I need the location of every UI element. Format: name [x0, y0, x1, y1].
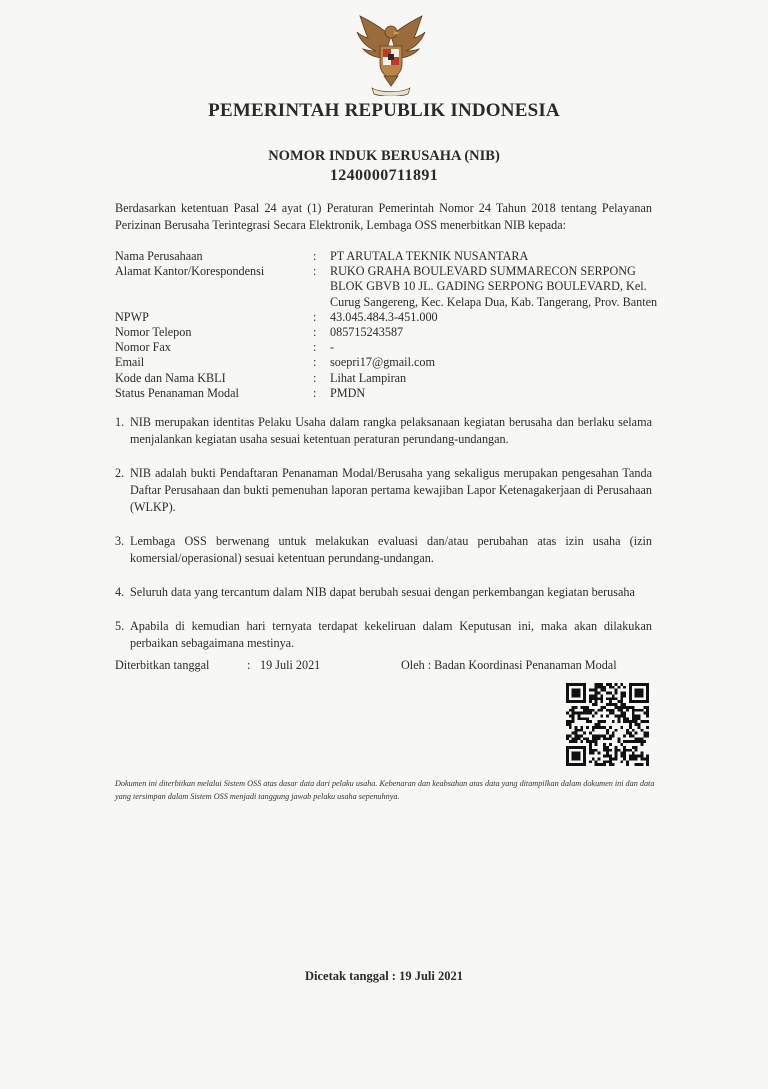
field-value: PMDN: [330, 385, 366, 400]
provisions-list: [115, 414, 652, 669]
government-title: PEMERINTAH REPUBLIK INDONESIA: [208, 100, 560, 121]
field-value: 085715243587: [330, 325, 404, 340]
list-item-text: Apabila di kemudian hari ternyata terdapat kekeliruan dalam Keputusan ini, maka akan dilakukan perbaikan sebagaimana mestinya.: [130, 619, 652, 650]
list-item-text: Lembaga OSS berwenang untuk melakukan evaluasi dan/atau perubahan atas izin usaha (izin komersial/operasional) sesuai ketentuan perundang-undangan.: [130, 534, 652, 565]
field-value: -: [330, 340, 335, 355]
field-value: RUKO GRAHA BOULEVARD SUMMARECON SERPONG BLOK GBVB 10 JL. GADING SERPONG BOULEVARD, Kel. Curug Sangereng, Kec. Kelapa Dua, Kab. Tangerang, Prov. Banten: [330, 264, 658, 309]
issued-date-value: 19 Juli 2021: [260, 658, 321, 672]
field-colon: :: [313, 264, 317, 279]
qr-code-icon: [566, 683, 649, 766]
field-colon: :: [313, 309, 317, 324]
field-colon: :: [313, 370, 317, 385]
field-colon: :: [313, 249, 317, 263]
nib-heading: NOMOR INDUK BERUSAHA (NIB): [268, 148, 500, 164]
list-item-text: NIB adalah bukti Pendaftaran Penanaman Modal/Berusaha yang sekaligus merupakan pengesahan Tanda Daftar Perusahaan dan bukti pemenuhan laporan pertama kewajiban Lapor Ketenagakerjaan di Perusahaan (WLKP).: [130, 466, 652, 514]
field-label: Email: [115, 355, 145, 370]
list-item-number: 5.: [115, 619, 125, 633]
list-item-number: 2.: [115, 466, 125, 480]
footnote-disclaimer: Dokumen ini diterbitkan melalui Sistem OSS atas dasar data dari pelaku usaha. Kebenaran dan keabsahan atas data yang ditampilkan dalam dokumen ini dan data yang tersimpan dalam Sistem OSS menjadi tanggung jawab pelaku usaha sepenuhnya.: [115, 779, 655, 801]
list-item-text: Seluruh data yang tercantum dalam NIB dapat berubah sesuai dengan perkembangan kegiatan berusaha: [130, 585, 635, 599]
field-colon: :: [313, 355, 317, 370]
field-row-investment-status: [115, 386, 660, 401]
company-fields: [115, 249, 660, 401]
field-label: Nama Perusahaan: [115, 249, 203, 263]
field-value: Lihat Lampiran: [330, 370, 407, 385]
field-label: Nomor Fax: [115, 340, 171, 355]
field-label: Kode dan Nama KBLI: [115, 370, 226, 385]
issued-date-colon: :: [247, 658, 251, 672]
list-item: [115, 465, 652, 516]
field-colon: :: [313, 340, 317, 355]
list-item: [115, 533, 652, 567]
field-value: 43.045.484.3-451.000: [330, 309, 438, 324]
list-item: [115, 584, 652, 601]
field-value: PT ARUTALA TEKNIK NUSANTARA: [330, 249, 529, 263]
intro-paragraph: Berdasarkan ketentuan Pasal 24 ayat (1) Peraturan Pemerintah Nomor 24 Tahun 2018 tentang Pelayanan Perizinan Berusaha Terintegrasi Secara Elektronik, Lembaga OSS menerbitkan NIB kepada:: [115, 201, 652, 232]
field-row-email: [115, 355, 660, 370]
field-row-fax: [115, 340, 660, 355]
field-label: Alamat Kantor/Korespondensi: [115, 264, 265, 279]
nib-number: 1240000711891: [329, 167, 439, 184]
field-label: Nomor Telepon: [115, 325, 192, 340]
field-row-kbli: [115, 371, 660, 386]
printed-date: Dicetak tanggal : 19 Juli 2021: [305, 969, 463, 983]
field-value: soepri17@gmail.com: [330, 355, 435, 370]
list-item-number: 3.: [115, 534, 125, 548]
field-row-phone: [115, 325, 660, 340]
list-item: [115, 618, 652, 652]
issued-date-label: Diterbitkan tanggal: [115, 658, 210, 672]
field-label: Status Penanaman Modal: [115, 385, 239, 400]
issuer-text: Oleh : Badan Koordinasi Penanaman Modal: [401, 658, 617, 672]
field-label: NPWP: [115, 309, 149, 324]
field-colon: :: [313, 325, 317, 340]
field-row-company-name: [115, 249, 660, 264]
list-item: [115, 414, 652, 448]
list-item-text: NIB merupakan identitas Pelaku Usaha dalam rangka pelaksanaan kegiatan berusaha dan berlaku selama menjalankan kegiatan usaha sesuai ketentuan peraturan perundang-undangan.: [130, 415, 652, 446]
field-row-npwp: [115, 310, 660, 325]
field-row-address: [115, 264, 660, 310]
list-item-number: 4.: [115, 585, 125, 599]
list-item-number: 1.: [115, 415, 125, 429]
field-colon: :: [313, 385, 317, 400]
garuda-emblem-icon: [356, 14, 426, 96]
